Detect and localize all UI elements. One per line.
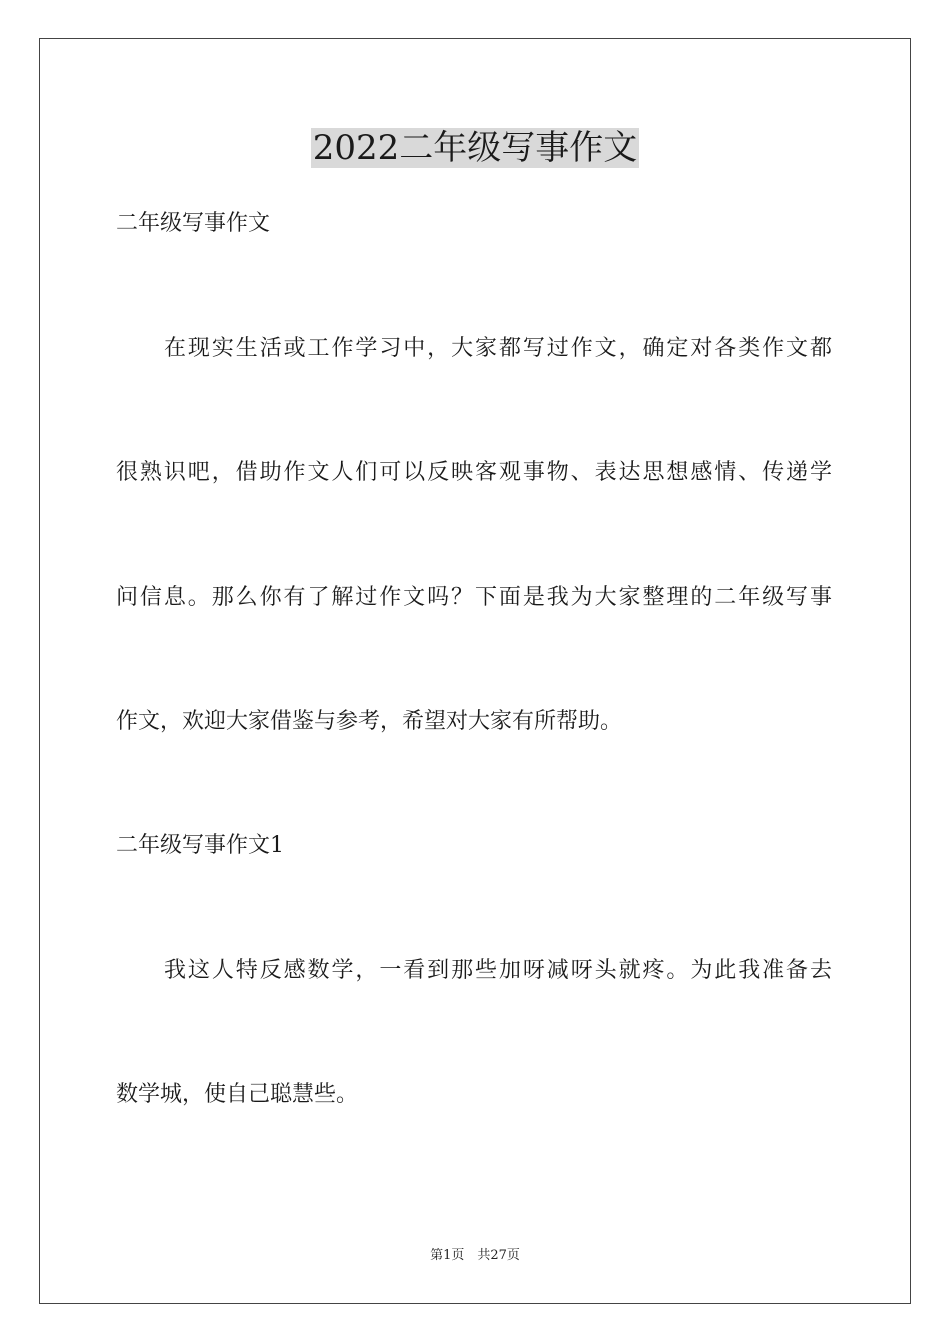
intro-line-4: 作文，欢迎大家借鉴与参考，希望对大家有所帮助。 — [116, 709, 623, 734]
intro-line-2: 很熟识吧，借助作文人们可以反映客观事物、表达思想感情、传递学 — [116, 460, 832, 485]
intro-line-3: 问信息。那么你有了解过作文吗？下面是我为大家整理的二年级写事 — [116, 585, 832, 610]
page-footer: 第1页 共27页 — [430, 1248, 520, 1263]
section-line-2: 数学城，使自己聪慧些。 — [116, 1082, 359, 1107]
section-heading: 二年级写事作文1 — [116, 833, 284, 858]
section-line-1: 我这人特反感数学，一看到那些加呀减呀头就疼。为此我准备去 — [164, 958, 832, 983]
intro-line-1: 在现实生活或工作学习中，大家都写过作文，确定对各类作文都 — [164, 336, 832, 361]
document-title — [0, 126, 950, 170]
document-subtitle: 二年级写事作文 — [116, 211, 271, 236]
document-title-text: 2022二年级写事作文 — [312, 128, 638, 168]
